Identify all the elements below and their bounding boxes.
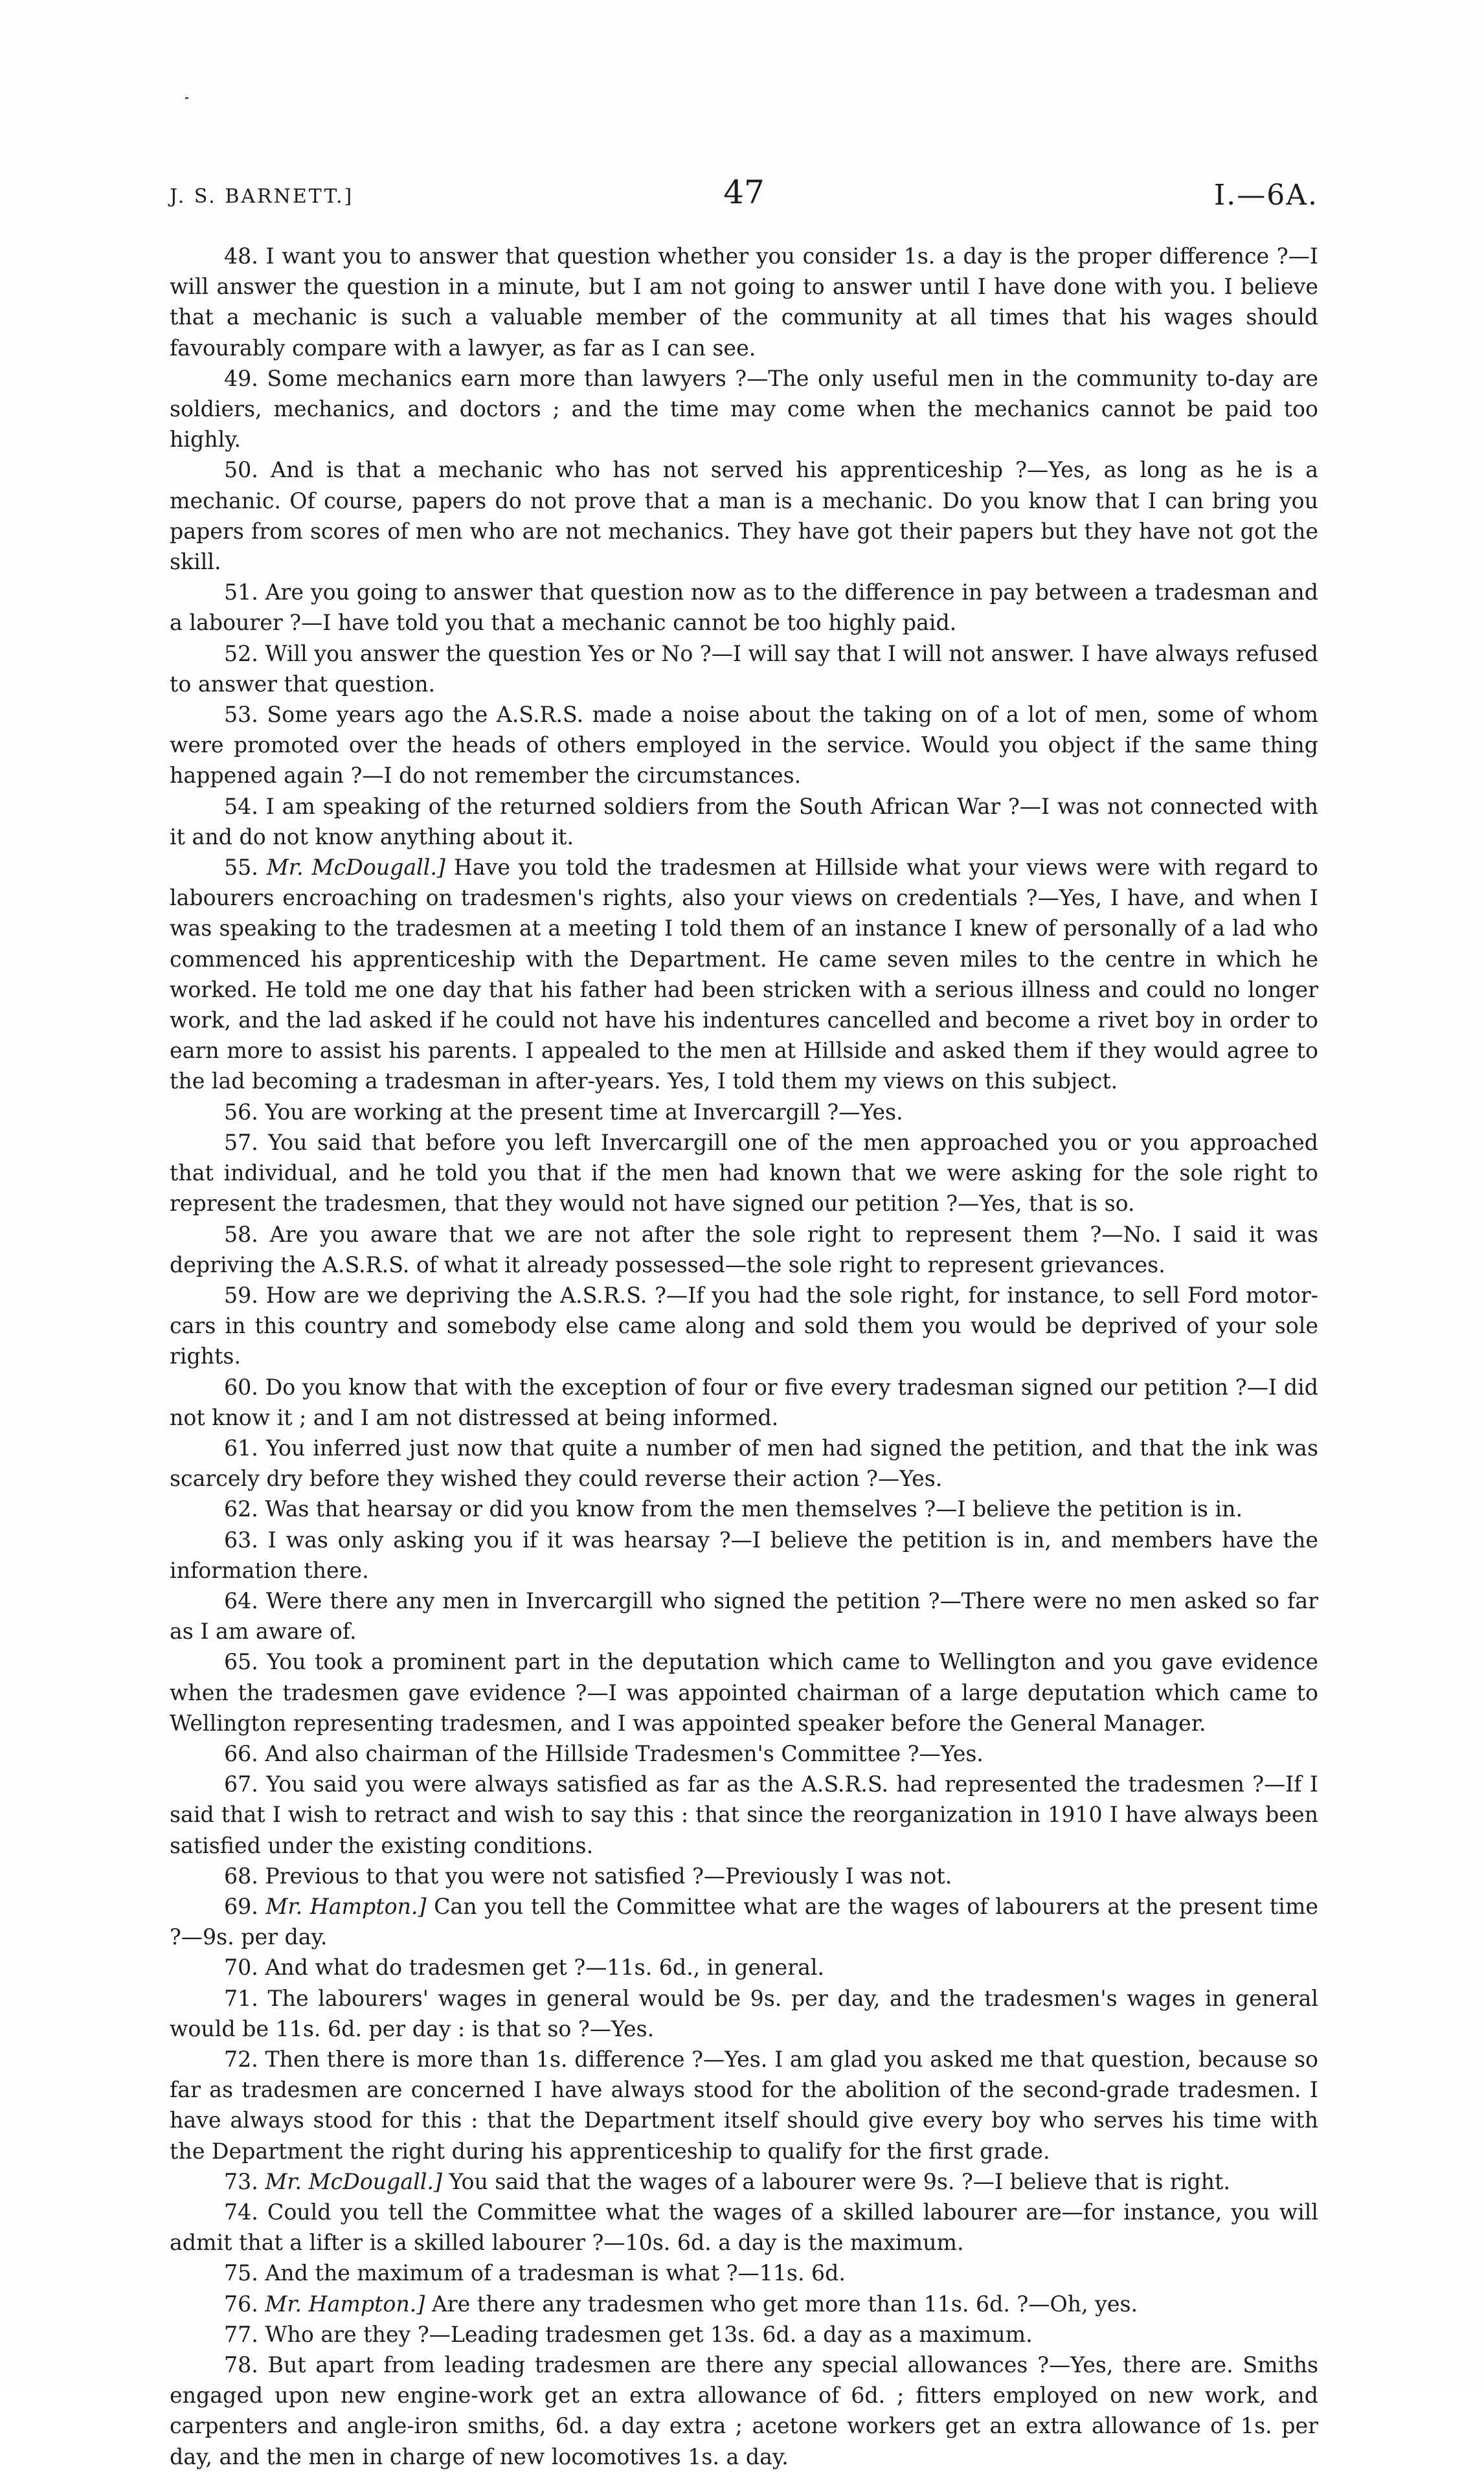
question-paragraph xyxy=(170,1097,1318,1127)
page-number: 47 xyxy=(723,174,765,211)
speaker-name: Mr. Hampton.] xyxy=(265,1893,427,1919)
paragraph-text: And what do tradesmen get ?—11s. 6d., in general. xyxy=(265,1955,825,1981)
paragraph-text: You said you were always satisfied as far as the A.S.R.S. had represented the tradesmen ?—If I said that I wish to retract and wish to say this : that since the reorganization in 1910 I have always been satisfied under the existing conditions. xyxy=(170,1771,1318,1858)
question-paragraph xyxy=(170,2044,1318,2166)
page-header xyxy=(170,174,1318,219)
paragraph-text: Some mechanics earn more than lawyers ?—The only useful men in the community to-day are soldiers, mechanics, and doctors ; and the time may come when the mechanics cannot be paid too highly. xyxy=(170,365,1318,453)
paragraph-text: Could you tell the Committee what the wages of a skilled labourer are—for instance, you will admit that a lifter is a skilled labourer ?—10s. 6d. a day is the maximum. xyxy=(170,2199,1318,2256)
paragraph-text: Then there is more than 1s. difference ?—Yes. I am glad you asked me that question, because so far as tradesmen are concerned I have always stood for the abolition of the second-grade tradesmen. I have always stood for this : that the Department itself should give every boy who serves his time with the Department the right during his apprenticeship to qualify for the first grade. xyxy=(170,2046,1318,2164)
paragraph-text: Was that hearsay or did you know from the men themselves ?—I believe the petition is in. xyxy=(265,1496,1243,1522)
question-paragraph xyxy=(170,1983,1318,2044)
paragraph-text: How are we depriving the A.S.R.S. ?—If you had the sole right, for instance, to sell Ford motor-cars in this country and somebody else came along and sold them you would be deprived of your sole rights. xyxy=(170,1282,1318,1369)
question-paragraph xyxy=(170,699,1318,791)
question-paragraph xyxy=(170,1280,1318,1372)
paragraph-text: You inferred just now that quite a number of men had signed the petition, and that the ink was scarcely dry before they wished they could reverse their action ?—Yes. xyxy=(170,1435,1318,1492)
paragraph-text: Some years ago the A.S.R.S. made a noise about the taking on of a lot of men, some of whom were promoted over the heads of others employed in the service. Would you object if the same thing happened again ?—I do not remember the circumstances. xyxy=(170,702,1318,789)
speaker-name: Mr. Hampton.] xyxy=(265,2291,425,2317)
paragraph-text: The labourers' wages in general would be 9s. per day, and the tradesmen's wages in general would be 11s. 6d. per day : is that so ?—Yes. xyxy=(170,1985,1318,2041)
paragraph-text: You said that the wages of a labourer were 9s. ?—I believe that is right. xyxy=(449,2168,1230,2194)
paragraph-text: I was only asking you if it was hearsay ?—I believe the petition is in, and members have the information there. xyxy=(170,1527,1318,1583)
question-paragraph xyxy=(170,455,1318,577)
question-number: 75. xyxy=(224,2260,258,2286)
paragraph-text: Are you aware that we are not after the sole right to represent them ?—No. I said it was depriving the A.S.R.S. of what it already possessed—the sole right to represent grievances. xyxy=(170,1221,1318,1277)
question-number: 56. xyxy=(224,1099,258,1125)
speaker-name: Mr. McDougall.] xyxy=(266,855,445,881)
paragraph-text: I am speaking of the returned soldiers from the South African War ?—I was not connected with it and do not know anything about it. xyxy=(170,793,1318,849)
question-number: 58. xyxy=(224,1221,258,1247)
paragraph-text: Are you going to answer that question now as to the difference in pay between a tradesman and a labourer ?—I have told you that a mechanic cannot be too highly paid. xyxy=(170,579,1318,636)
question-paragraph xyxy=(170,2197,1318,2258)
paragraph-text: Were there any men in Invercargill who signed the petition ?—There were no men asked so far as I am aware of. xyxy=(170,1588,1318,1645)
question-number: 65. xyxy=(224,1649,258,1675)
stray-ink-mark xyxy=(185,97,188,99)
question-paragraph xyxy=(170,2319,1318,2350)
question-paragraph xyxy=(170,1586,1318,1646)
question-number: 59. xyxy=(224,1282,258,1308)
speaker-name: Mr. McDougall.] xyxy=(265,2168,442,2194)
question-number: 57. xyxy=(224,1129,258,1155)
question-paragraph xyxy=(170,363,1318,455)
question-paragraph xyxy=(170,2350,1318,2472)
witness-name-header: J. S. BARNETT.] xyxy=(170,185,354,208)
question-number: 53. xyxy=(224,702,258,728)
paragraph-text: You are working at the present time at Invercargill ?—Yes. xyxy=(265,1099,903,1125)
question-number: 63. xyxy=(224,1527,258,1553)
question-number: 50. xyxy=(224,457,258,483)
question-paragraph xyxy=(170,852,1318,1097)
question-number: 66. xyxy=(224,1740,258,1766)
paper-reference: I.—6A. xyxy=(1213,179,1318,212)
question-paragraph xyxy=(170,1433,1318,1494)
paragraph-text: Previous to that you were not satisfied ?—Previously I was not. xyxy=(265,1863,952,1889)
paragraph-text: But apart from leading tradesmen are there any special allowances ?—Yes, there are. Smiths engaged upon new engine-work get an extra allowance of 6d. ; fitters employed on new work, and carpenters and angle-iron smiths, 6d. a day extra ; acetone workers get an extra allowance of 1s. per day, and the men in charge of new locomotives 1s. a day. xyxy=(170,2352,1318,2469)
question-paragraph xyxy=(170,1952,1318,1983)
question-number: 61. xyxy=(224,1435,258,1461)
question-number: 54. xyxy=(224,793,258,819)
question-number: 72. xyxy=(224,2046,258,2072)
question-paragraph xyxy=(170,1127,1318,1219)
paragraph-text: Do you know that with the exception of four or five every tradesman signed our petition ?—I did not know it ; and I am not distressed at being informed. xyxy=(170,1374,1318,1430)
paragraph-text: Can you tell the Committee what are the wages of labourers at the present time ?—9s. per day. xyxy=(170,1893,1318,1950)
paragraph-text: Who are they ?—Leading tradesmen get 13s. 6d. a day as a maximum. xyxy=(265,2321,1033,2347)
question-number: 74. xyxy=(224,2199,258,2225)
paragraph-text: Are there any tradesmen who get more than 11s. 6d. ?—Oh, yes. xyxy=(431,2291,1138,2317)
question-number: 48. xyxy=(224,243,258,269)
question-number: 67. xyxy=(224,1771,258,1797)
question-paragraph xyxy=(170,1769,1318,1861)
question-number: 70. xyxy=(224,1955,258,1981)
question-number: 77. xyxy=(224,2321,258,2347)
paragraph-text: I want you to answer that question whether you consider 1s. a day is the proper difference ?—I will answer the question in a minute, but I am not going to answer until I have done with you. I believe that a mechanic is such a valuable member of the community at all times that his wages should favourably compare with a lawyer, as far as I can see. xyxy=(170,243,1318,361)
question-paragraph xyxy=(170,638,1318,699)
question-paragraph xyxy=(170,1372,1318,1433)
paragraph-text: And the maximum of a tradesman is what ?—11s. 6d. xyxy=(265,2260,846,2286)
question-paragraph xyxy=(170,1738,1318,1769)
paragraph-text: You took a prominent part in the deputation which came to Wellington and you gave evidence when the tradesmen gave evidence ?—I was appointed chairman of a large deputation which came to Wellington representing tradesmen, and I was appointed speaker before the General Manager. xyxy=(170,1649,1318,1736)
question-number: 60. xyxy=(224,1374,258,1400)
question-paragraph xyxy=(170,1861,1318,1891)
evidence-text xyxy=(170,241,1318,2472)
question-paragraph xyxy=(170,2166,1318,2197)
question-paragraph xyxy=(170,1525,1318,1586)
paragraph-text: Have you told the tradesmen at Hillside what your views were with regard to labourers encroaching on tradesmen's rights, also your views on credentials ?—Yes, I have, and when I was speaking to the tradesmen at a meeting I told them of an instance I knew of personally of a lad who commenced his apprenticeship with the Department. He came seven miles to the centre in which he worked. He told me one day that his father had been stricken with a serious illness and could no longer work, and the lad asked if he could not have his indentures cancelled and become a rivet boy in order to earn more to assist his parents. I appealed to the men at Hillside and asked them if they would agree to the lad becoming a tradesman in after-years. Yes, I told them my views on this subject. xyxy=(170,855,1318,1094)
paragraph-text: Will you answer the question Yes or No ?—I will say that I will not answer. I have always refused to answer that question. xyxy=(170,640,1318,697)
question-paragraph xyxy=(170,241,1318,363)
question-number: 62. xyxy=(224,1496,258,1522)
question-paragraph xyxy=(170,1891,1318,1952)
question-number: 68. xyxy=(224,1863,258,1889)
question-number: 49. xyxy=(224,365,258,391)
question-paragraph xyxy=(170,791,1318,852)
question-paragraph xyxy=(170,1219,1318,1280)
question-paragraph xyxy=(170,1646,1318,1738)
question-number: 64. xyxy=(224,1588,258,1613)
question-number: 73. xyxy=(224,2168,258,2194)
question-number: 71. xyxy=(224,1985,258,2011)
question-number: 69. xyxy=(224,1893,258,1919)
question-paragraph xyxy=(170,1494,1318,1524)
question-number: 78. xyxy=(224,2352,258,2378)
question-number: 51. xyxy=(224,579,258,605)
paragraph-text: And also chairman of the Hillside Tradesmen's Committee ?—Yes. xyxy=(265,1740,984,1766)
question-paragraph xyxy=(170,2258,1318,2288)
question-number: 55. xyxy=(224,855,258,881)
question-paragraph xyxy=(170,577,1318,638)
question-paragraph xyxy=(170,2289,1318,2319)
question-number: 76. xyxy=(224,2291,258,2317)
paragraph-text: You said that before you left Invercargill one of the men approached you or you approached that individual, and he told you that if the men had known that we were asking for the sole right to represent the tradesmen, that they would not have signed our petition ?—Yes, that is so. xyxy=(170,1129,1318,1217)
question-number: 52. xyxy=(224,640,258,666)
paragraph-text: And is that a mechanic who has not served his apprenticeship ?—Yes, as long as he is a mechanic. Of course, papers do not prove that a man is a mechanic. Do you know that I can bring you papers from scores of men who are not mechanics. They have got their papers but they have not got the skill. xyxy=(170,457,1318,575)
